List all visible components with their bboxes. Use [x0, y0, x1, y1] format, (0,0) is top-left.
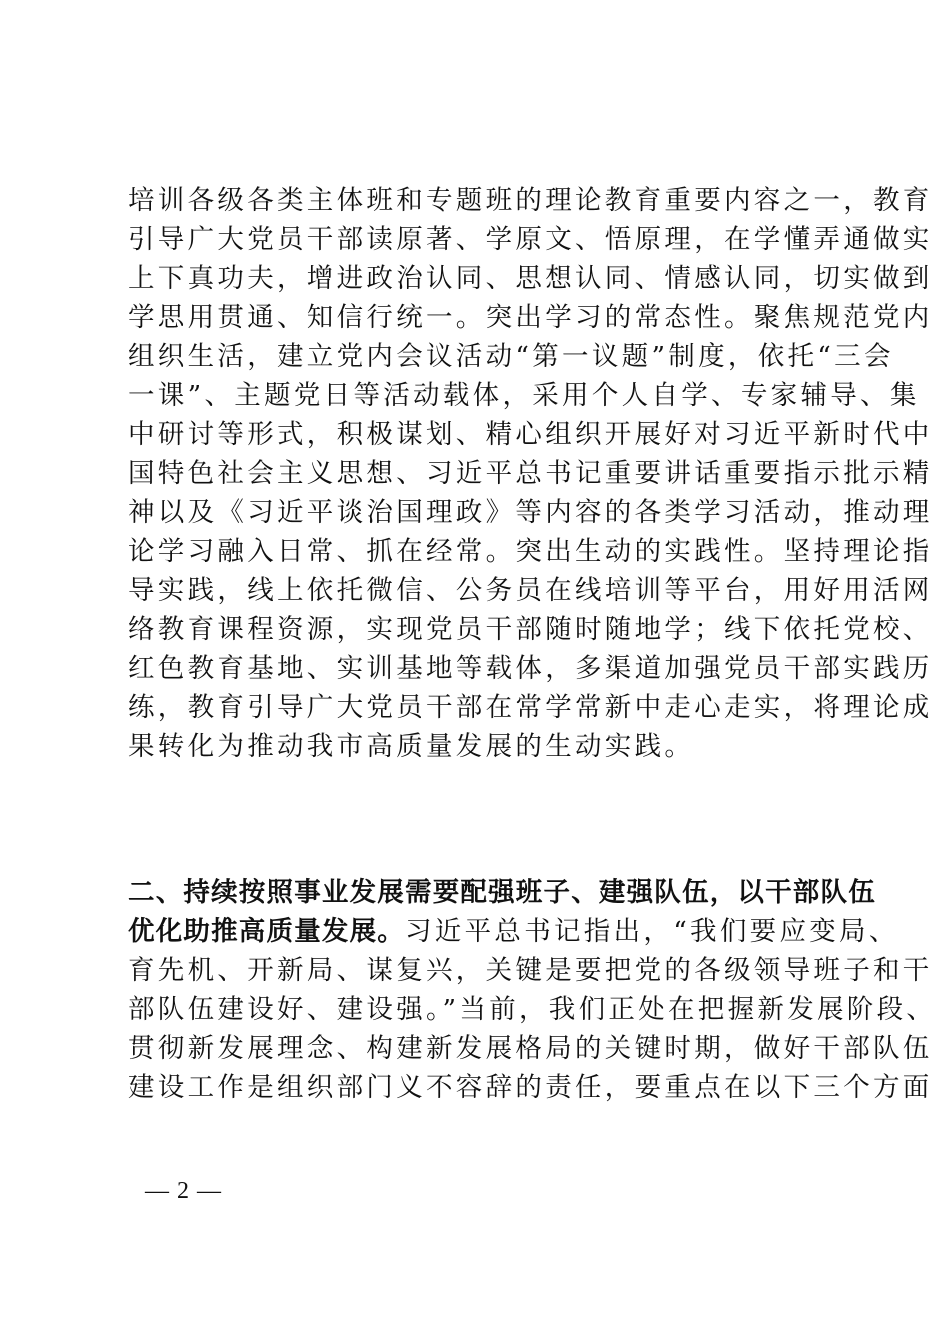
text-line: 上下真功夫，增进政治认同、思想认同、情感认同，切实做到	[128, 263, 933, 294]
section-heading: 二、持续按照事业发展需要配强班子、建强队伍，以干部队伍	[128, 877, 876, 908]
text-line: 组织生活，建立党内会议活动“第一议题”制度，依托“三会	[128, 341, 894, 372]
text-line	[128, 912, 899, 951]
text-line: 练，教育引导广大党员干部在常学常新中走心走实，将理论成	[128, 692, 933, 723]
text-line: 络教育课程资源，实现党员干部随时随地学；线下依托党校、	[128, 614, 933, 645]
text-span: 习近平总书记指出，“我们要应变局、	[405, 916, 899, 947]
page-number: — 2 —	[145, 1178, 222, 1204]
text-line: 神以及《习近平谈治国理政》等内容的各类学习活动，推动理	[128, 497, 933, 528]
text-line: 培训各级各类主体班和专题班的理论教育重要内容之一，教育	[128, 185, 933, 216]
text-line: 红色教育基地、实训基地等载体，多渠道加强党员干部实践历	[128, 653, 933, 684]
text-line: 贯彻新发展理念、构建新发展格局的关键时期，做好干部队伍	[128, 1033, 933, 1064]
text-line: 学思用贯通、知信行统一。突出学习的常态性。聚焦规范党内	[128, 302, 933, 333]
text-line: 论学习融入日常、抓在经常。突出生动的实践性。坚持理论指	[128, 536, 933, 567]
text-line: 中研讨等形式，积极谋划、精心组织开展好对习近平新时代中	[128, 419, 933, 450]
text-line: 育先机、开新局、谋复兴，关键是要把党的各级领导班子和干	[128, 955, 933, 986]
text-line: 部队伍建设好、建设强。”当前，我们正处在把握新发展阶段、	[128, 994, 937, 1025]
section-heading-tail: 优化助推高质量发展。	[128, 916, 405, 947]
text-line: 国特色社会主义思想、习近平总书记重要讲话重要指示批示精	[128, 458, 933, 489]
text-line: 引导广大党员干部读原著、学原文、悟原理，在学懂弄通做实	[128, 224, 933, 255]
text-line: 果转化为推动我市高质量发展的生动实践。	[128, 731, 695, 762]
text-line: 建设工作是组织部门义不容辞的责任，要重点在以下三个方面	[128, 1072, 933, 1103]
text-line: 一课”、主题党日等活动载体，采用个人自学、专家辅导、集	[128, 380, 920, 411]
text-line: 导实践，线上依托微信、公务员在线培训等平台，用好用活网	[128, 575, 933, 606]
